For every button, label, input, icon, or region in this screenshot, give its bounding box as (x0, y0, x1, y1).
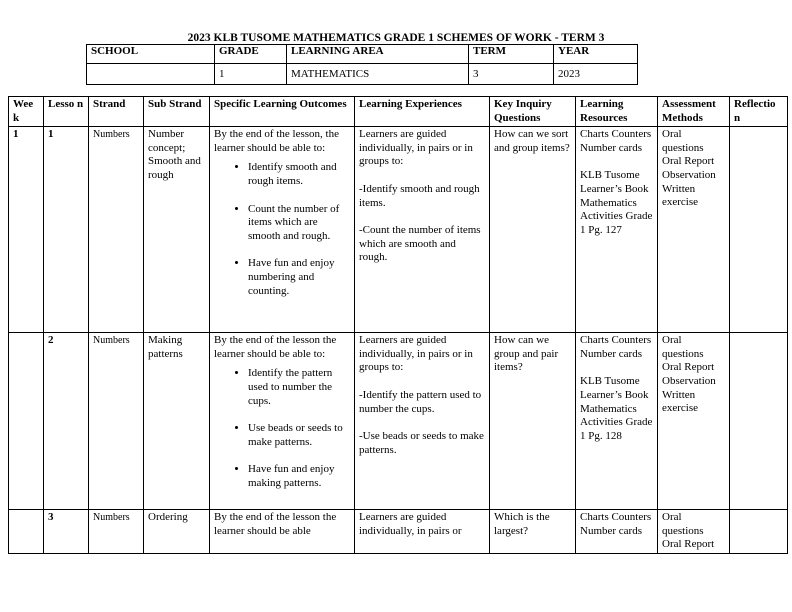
reflection-cell (730, 127, 788, 333)
table-header-row (9, 97, 788, 127)
col-questions: Key Inquiry Questions (490, 97, 576, 127)
header-year: YEAR (554, 45, 638, 64)
col-resources: Learning Resources (576, 97, 658, 127)
week-cell: 1 (9, 127, 44, 333)
school-info-table (86, 44, 638, 85)
outcome-item: • Count the number of items which are smooth and rough. (248, 203, 350, 244)
value-learning-area: MATHEMATICS (287, 64, 469, 85)
strand-cell: Numbers (89, 333, 144, 510)
lesson-cell: 2 (44, 333, 89, 510)
outcome-item: • Have fun and enjoy making patterns. (248, 463, 350, 490)
outcomes-cell (210, 333, 355, 510)
resources-book: KLB Tusome Learner’s Book Mathematics Activities Grade 1 Pg. 128 (580, 375, 653, 442)
experiences-intro: Learners are guided individually, in pairs or in groups to: (359, 334, 473, 374)
resources-cell: Charts Counters Number cards (576, 510, 658, 554)
value-school (87, 64, 215, 85)
header-grade: GRADE (215, 45, 287, 64)
sub-strand-cell: Ordering (144, 510, 210, 554)
strand-cell: Numbers (89, 127, 144, 333)
resources-cell (576, 127, 658, 333)
strand-cell: Numbers (89, 510, 144, 554)
col-week: Wee k (9, 97, 44, 127)
outcomes-intro: By the end of the lesson the learner should be able to: (214, 334, 337, 360)
table-row (9, 333, 788, 510)
assessment-cell: Oral questions Oral Report Observation Written exercise (658, 333, 730, 510)
experience-item: -Identify smooth and rough items. (359, 182, 480, 209)
document-title: 2023 KLB TUSOME MATHEMATICS GRADE 1 SCHEMES OF WORK - TERM 3 (187, 32, 605, 44)
experience-item: -Count the number of items which are smooth and rough. (359, 224, 481, 264)
questions-cell: How can we sort and group items? (490, 127, 576, 333)
col-lesson: Lesso n (44, 97, 89, 127)
week-cell (9, 333, 44, 510)
reflection-cell (730, 333, 788, 510)
table-row (9, 127, 788, 333)
col-reflection: Reflectio n (730, 97, 788, 127)
experiences-cell (355, 333, 490, 510)
scheme-of-work-table (8, 96, 788, 554)
experiences-intro: Learners are guided individually, in pairs or in groups to: (359, 128, 473, 168)
table-row (9, 510, 788, 554)
experiences-cell (355, 127, 490, 333)
outcomes-list (214, 367, 350, 490)
week-cell (9, 510, 44, 554)
col-sub-strand: Sub Strand (144, 97, 210, 127)
outcome-item: • Have fun and enjoy numbering and counting. (248, 257, 350, 298)
experiences-cell: Learners are guided individually, in pairs or (355, 510, 490, 554)
questions-cell: Which is the largest? (490, 510, 576, 554)
value-year: 2023 (554, 64, 638, 85)
col-experiences: Learning Experiences (355, 97, 490, 127)
lesson-cell: 1 (44, 127, 89, 333)
col-assessment: Assessment Methods (658, 97, 730, 127)
header-school: SCHOOL (87, 45, 215, 64)
resources-materials: Charts Counters Number cards (580, 128, 652, 154)
value-term: 3 (469, 64, 554, 85)
col-strand: Strand (89, 97, 144, 127)
outcomes-cell: By the end of the lesson the learner should be able (210, 510, 355, 554)
sub-strand-cell: Making patterns (144, 333, 210, 510)
resources-materials: Charts Counters Number cards (580, 334, 652, 360)
lesson-cell: 3 (44, 510, 89, 554)
assessment-cell: Oral questions Oral Report Observation Written exercise (658, 127, 730, 333)
questions-cell: How can we group and pair items? (490, 333, 576, 510)
outcomes-list (214, 161, 350, 298)
resources-book: KLB Tusome Learner’s Book Mathematics Activities Grade 1 Pg. 127 (580, 169, 653, 236)
experience-item: -Use beads or seeds to make patterns. (359, 430, 484, 456)
value-grade: 1 (215, 64, 287, 85)
reflection-cell (730, 510, 788, 554)
outcome-item: • Use beads or seeds to make patterns. (248, 422, 350, 449)
resources-cell (576, 333, 658, 510)
col-outcomes: Specific Learning Outcomes (210, 97, 355, 127)
assessment-cell: Oral questions Oral Report (658, 510, 730, 554)
header-learning-area: LEARNING AREA (287, 45, 469, 64)
sub-strand-cell: Number concept; Smooth and rough (144, 127, 210, 333)
outcomes-intro: By the end of the lesson, the learner should be able to: (214, 128, 339, 154)
outcomes-cell (210, 127, 355, 333)
header-term: TERM (469, 45, 554, 64)
outcome-item: • Identify the pattern used to number the cups. (248, 367, 350, 408)
experience-item: -Identify the pattern used to number the cups. (359, 388, 482, 415)
outcome-item: • Identify smooth and rough items. (248, 161, 350, 188)
